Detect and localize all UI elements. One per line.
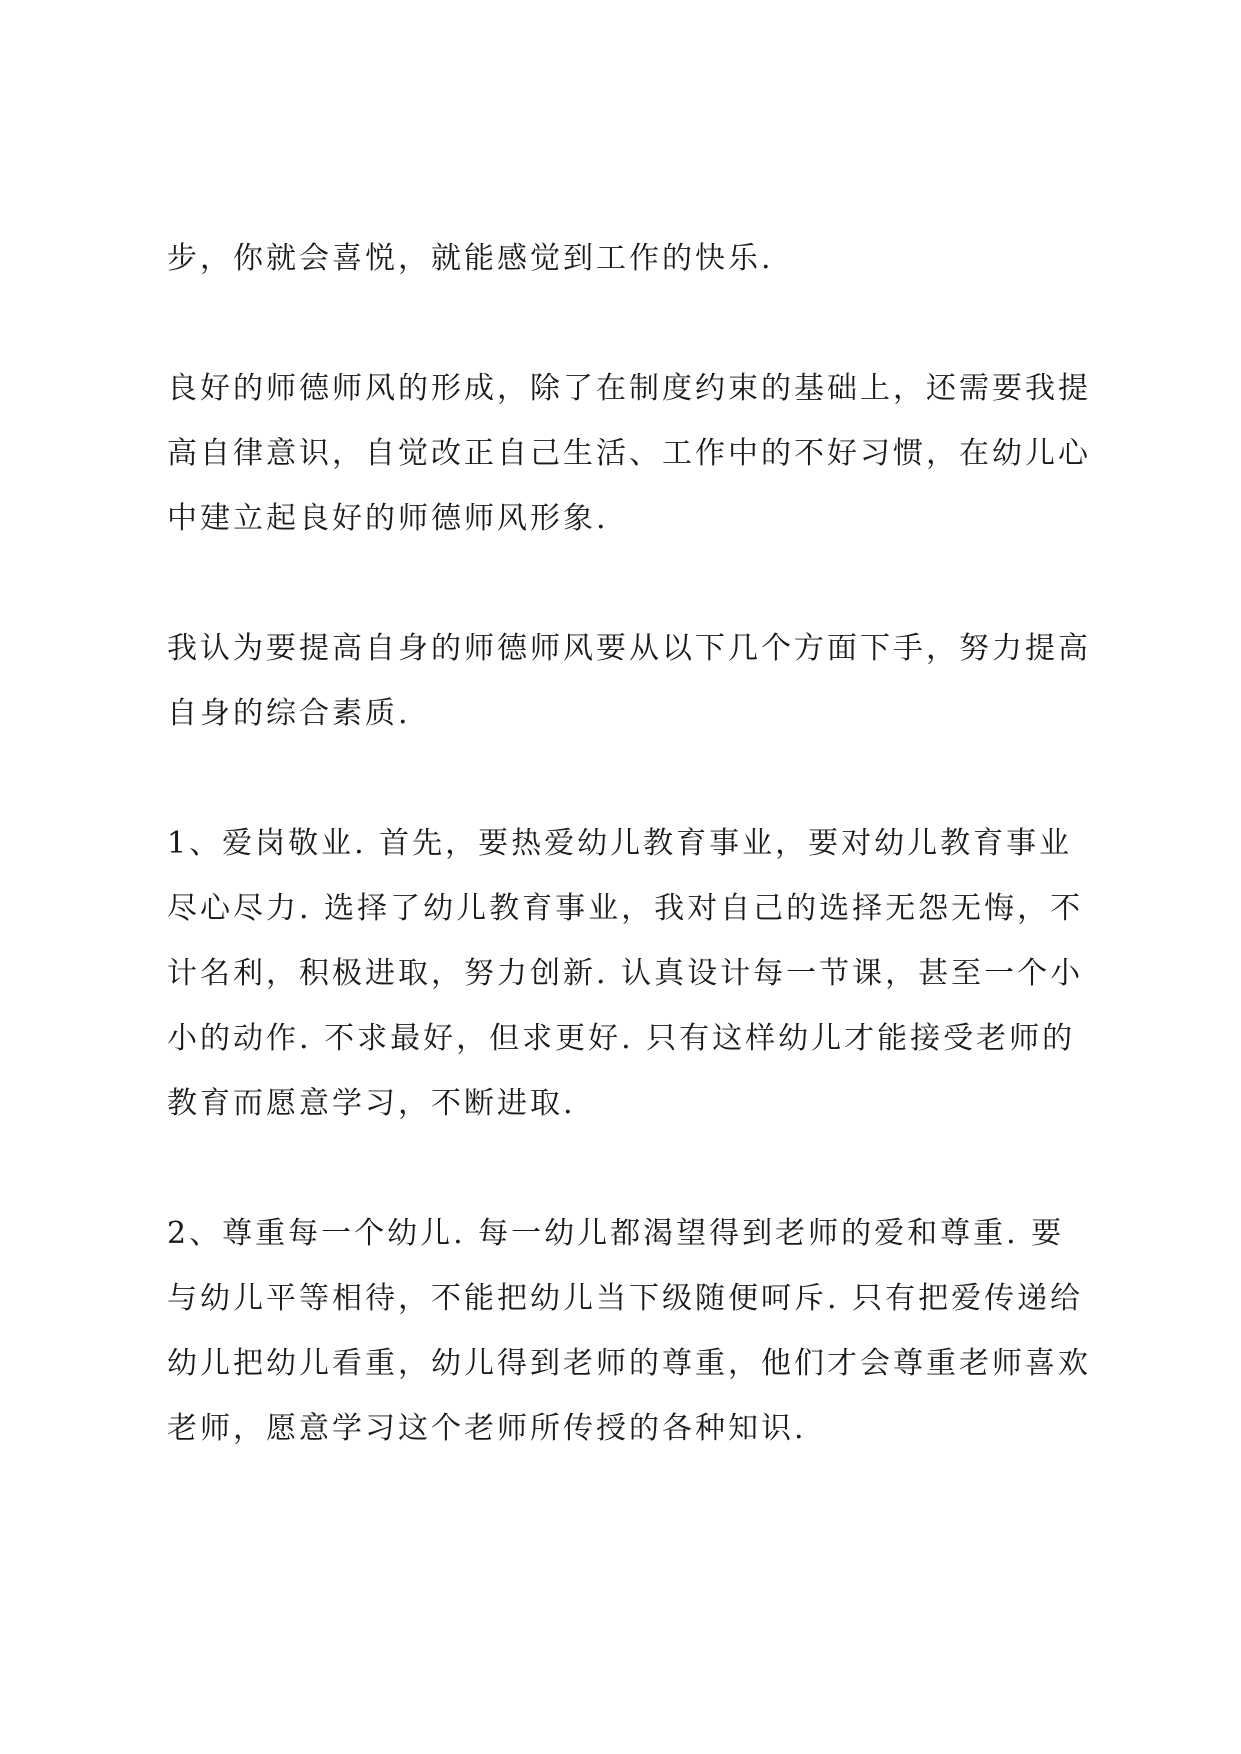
text-line: 教育而愿意学习，不断进取. [167,1086,576,1121]
paragraph-4 [167,811,1087,1136]
text-line: 高自律意识，自觉改正自己生活、工作中的不好习惯，在幼儿心 [167,436,1091,471]
text-line: 我认为要提高自身的师德师风要从以下几个方面下手，努力提高 [167,631,1091,666]
text-line: 老师，愿意学习这个老师所传授的各种知识. [167,1411,807,1446]
text-line: 步，你就会喜悦，就能感觉到工作的快乐. [167,241,774,276]
text-line: 计名利，积极进取，努力创新. 认真设计每一节课，甚至一个小 [167,956,1084,991]
text-line: 自身的综合素质. [167,696,411,731]
text-line: 幼儿把幼儿看重，幼儿得到老师的尊重，他们才会尊重老师喜欢 [167,1346,1091,1381]
paragraph-5 [167,1201,1091,1461]
paragraph-spacer [167,291,1087,356]
text-line: 1、爱岗敬业. 首先，要热爱幼儿教育事业，要对幼儿教育事业 [167,826,1073,861]
paragraph-1 [167,226,1087,291]
text-line: 2、尊重每一个幼儿. 每一幼儿都渴望得到老师的爱和尊重. 要 [167,1216,1065,1251]
paragraph-3 [167,616,1091,746]
paragraph-spacer [167,746,1087,811]
text-line: 中建立起良好的师德师风形象. [167,501,609,536]
document-body [167,226,1091,1461]
text-line: 良好的师德师风的形成，除了在制度约束的基础上，还需要我提 [167,371,1091,406]
paragraph-2 [167,356,1091,551]
paragraph-spacer [167,551,1087,616]
text-line: 与幼儿平等相待，不能把幼儿当下级随便呵斥. 只有把爱传递给 [167,1281,1084,1316]
text-line: 尽心尽力. 选择了幼儿教育事业，我对自己的选择无怨无悔，不 [167,891,1084,926]
text-line: 小的动作. 不求最好，但求更好. 只有这样幼儿才能接受老师的 [167,1021,1076,1056]
paragraph-spacer [167,1136,1087,1201]
